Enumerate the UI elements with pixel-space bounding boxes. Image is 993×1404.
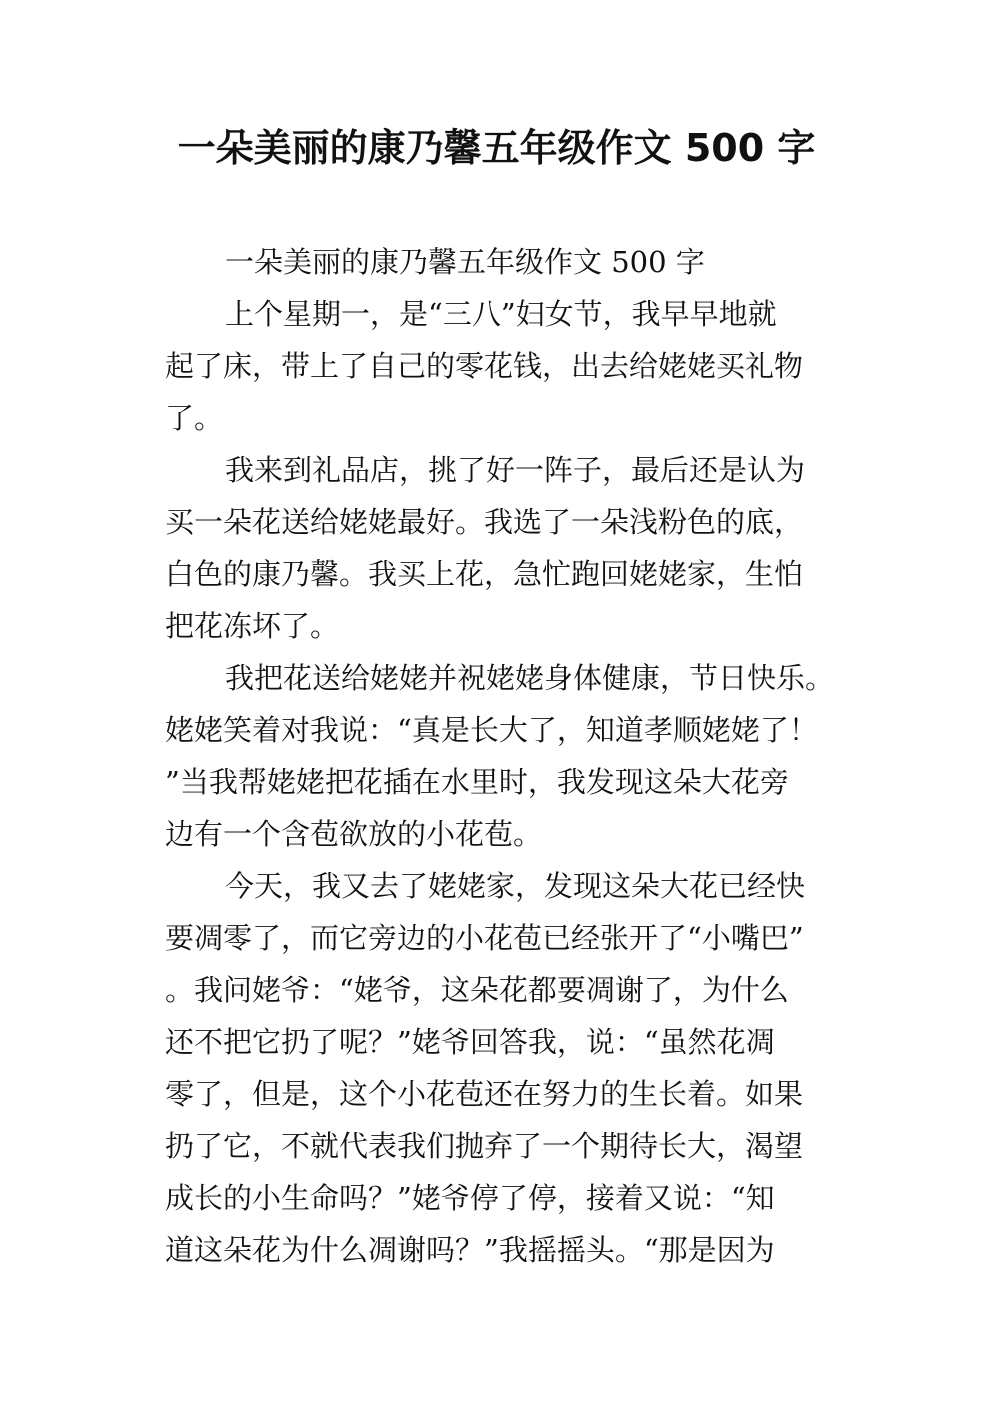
- paragraph-line: 上个星期一，是“三八”妇女节，我早早地就: [225, 297, 777, 331]
- paragraph-line: 扔了它，不就代表我们抛弃了一个期待长大，渴望: [165, 1129, 804, 1163]
- paragraph-line: 道这朵花为什么凋谢吗？”我摇摇头。“那是因为: [165, 1233, 775, 1267]
- paragraph-line: 买一朵花送给姥姥最好。我选了一朵浅粉色的底，: [165, 505, 804, 539]
- document-body: [165, 236, 845, 1276]
- paragraph-line: 了。: [165, 401, 224, 435]
- paragraph-line: 姥姥笑着对我说：“真是长大了，知道孝顺姥姥了！: [165, 713, 818, 747]
- paragraph-line: 今天，我又去了姥姥家，发现这朵大花已经快: [225, 869, 806, 903]
- paragraph-line: ”当我帮姥姥把花插在水里时，我发现这朵大花旁: [165, 765, 789, 799]
- paragraph-line: 要凋零了，而它旁边的小花苞已经张开了“小嘴巴”: [165, 921, 804, 955]
- document-title: 一朵美丽的康乃馨五年级作文 500 字: [177, 126, 816, 170]
- paragraph-line: 成长的小生命吗？”姥爷停了停，接着又说：“知: [165, 1181, 775, 1215]
- paragraph-line: 白色的康乃馨。我买上花，急忙跑回姥姥家，生怕: [165, 557, 804, 591]
- paragraph-line: 。我问姥爷：“姥爷，这朵花都要凋谢了，为什么: [165, 973, 789, 1007]
- paragraph-line: 我把花送给姥姥并祝姥姥身体健康，节日快乐。: [225, 661, 835, 695]
- paragraph-line: 零了，但是，这个小花苞还在努力的生长着。如果: [165, 1077, 804, 1111]
- paragraph-line: 边有一个含苞欲放的小花苞。: [165, 817, 543, 851]
- paragraph-line: 把花冻坏了。: [165, 609, 340, 643]
- paragraph-line: 一朵美丽的康乃馨五年级作文 500 字: [225, 245, 705, 279]
- paragraph-line: 我来到礼品店，挑了好一阵子，最后还是认为: [225, 453, 806, 487]
- paragraph-line: 起了床，带上了自己的零花钱，出去给姥姥买礼物: [165, 349, 804, 383]
- paragraph-line: 还不把它扔了呢？”姥爷回答我，说：“虽然花凋: [165, 1025, 775, 1059]
